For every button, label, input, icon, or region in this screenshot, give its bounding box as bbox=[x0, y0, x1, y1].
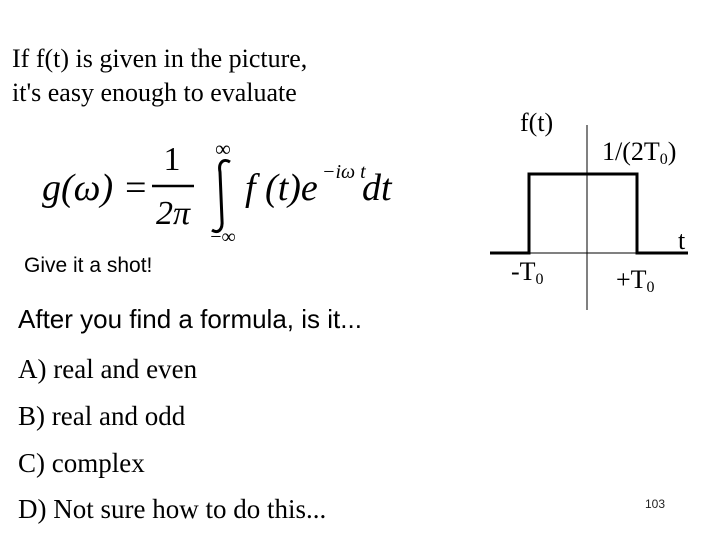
option-c: C) complex bbox=[18, 448, 145, 478]
positive-t0-text: +T bbox=[616, 265, 647, 294]
positive-t0-subscript: 0 bbox=[646, 279, 655, 296]
time-axis-label: t bbox=[678, 226, 686, 255]
intro-line-2: it's easy enough to evaluate bbox=[12, 78, 297, 107]
page-number: 103 bbox=[645, 497, 666, 511]
prompt-text: Give it a shot! bbox=[24, 254, 153, 277]
formula-upper-limit: ∞ bbox=[215, 136, 231, 161]
option-b: B) real and odd bbox=[18, 401, 186, 431]
negative-t0-subscript: 0 bbox=[535, 271, 544, 288]
integral-sign bbox=[212, 160, 230, 231]
formula-exponent: −iω t bbox=[322, 161, 366, 183]
formula-fraction-numerator: 1 bbox=[163, 141, 181, 178]
option-d: D) Not sure how to do this... bbox=[18, 494, 327, 524]
amplitude-label bbox=[602, 137, 676, 169]
negative-t0-text: -T bbox=[511, 257, 536, 286]
question-text: After you find a formula, is it... bbox=[18, 304, 362, 334]
intro-text bbox=[12, 42, 307, 110]
formula-lhs: g(ω) = bbox=[42, 167, 149, 209]
negative-t0-label bbox=[511, 257, 544, 289]
formula-integrand: f (t)e bbox=[245, 167, 318, 209]
amplitude-label-subscript: 0 bbox=[659, 151, 668, 168]
formula-differential: dt bbox=[362, 167, 392, 209]
rectangular-pulse-graph bbox=[470, 100, 710, 310]
function-label: f(t) bbox=[520, 108, 554, 137]
formula-lower-limit: −∞ bbox=[210, 226, 236, 248]
pulse-waveform bbox=[490, 174, 688, 253]
amplitude-label-text: 1/(2T bbox=[602, 137, 660, 166]
fourier-integral-formula bbox=[40, 128, 420, 248]
intro-line-1: If f(t) is given in the picture, bbox=[12, 44, 308, 73]
amplitude-label-close: ) bbox=[667, 137, 677, 166]
positive-t0-label bbox=[616, 265, 655, 297]
formula-fraction-denominator: 2π bbox=[155, 195, 191, 232]
option-a: A) real and even bbox=[18, 354, 198, 384]
